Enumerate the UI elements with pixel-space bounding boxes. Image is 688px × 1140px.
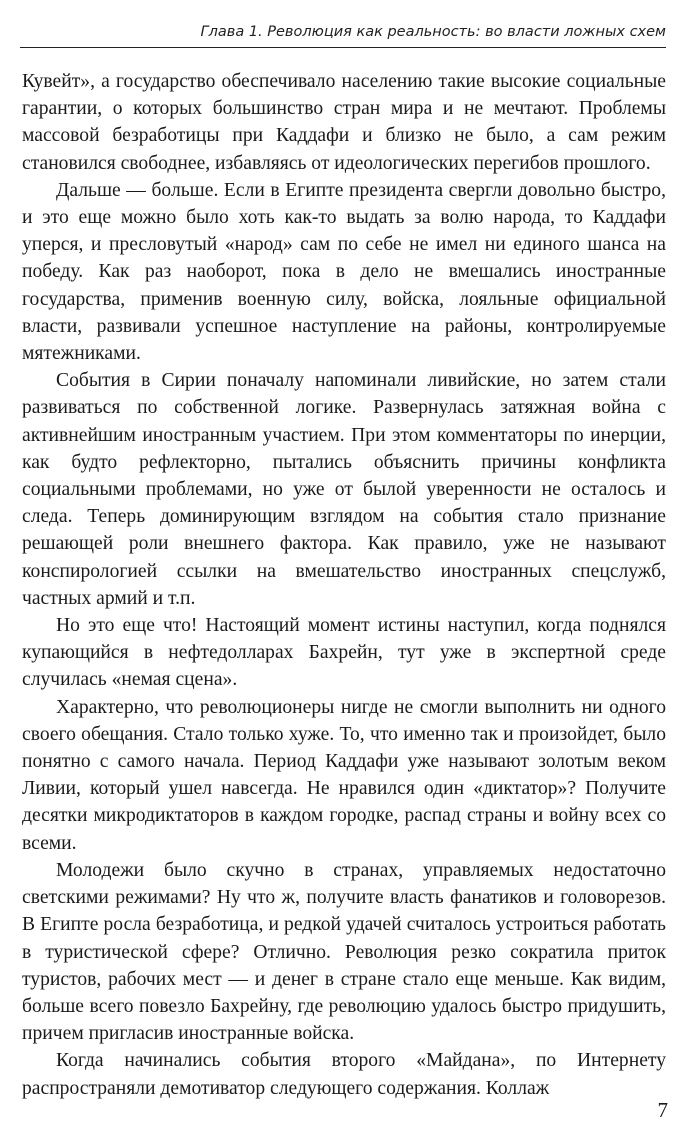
paragraph: Кувейт», а государство обеспечивало населению такие высокие социальные гарантии, о которых большинство стран мира и не мечтают. Проблемы массовой безработицы при Каддафи и близко не было, а сам режим становился свободнее, избавляясь от идеологических перегибов прошлого. xyxy=(22,71,666,174)
paragraph: События в Сирии поначалу напоминали ливийские, но затем стали развиваться по собственной логике. Развернулась затяжная война с активнейшим иностранным участием. При этом комментаторы по инерции, как будто рефлекторно, пытались объяснить причины конфликта социальными проблемами, но уже от былой уверенности не осталось и следа. Теперь доминирующим взглядом на события стало признание решающей роли внешнего фактора. Как правило, уже не называют конспирологией ссылки на вмешательство иностранных спецслужб, частных армий и т.п. xyxy=(22,370,666,609)
paragraph: Молодежи было скучно в странах, управляемых недостаточно светскими режимами? Ну что ж, получите власть фанатиков и головорезов. В Египте росла безработица, и редкой удачей считалось устроиться работать в туристической сфере? Отлично. Революция резко сократила приток туристов, рабочих мест — и денег в стране стало еще меньше. Как видим, больше всего повезло Бахрейну, где революцию удалось быстро придушить, причем пригласив иностранные войска. xyxy=(22,859,666,1045)
page-number: 7 xyxy=(657,1098,668,1122)
paragraph: Когда начинались события второго «Майдана», по Интернету распространяли демотиватор следующего содержания. Коллаж xyxy=(22,1050,666,1099)
paragraph: Характерно, что революционеры нигде не смогли выполнить ни одного своего обещания. Стало только хуже. То, что именно так и произойдет, было понятно с самого начала. Период Каддафи уже называют золотым веком Ливии, который ушел навсегда. Не нравился один «диктатор»? Получите десятки микродиктаторов в каждом городке, распад страны и войну всех со всеми. xyxy=(22,696,666,854)
paragraph: Но это еще что! Настоящий момент истины наступил, когда поднялся купающийся в нефтедолларах Бахрейн, тут уже в экспертной среде случилась «немая сцена». xyxy=(22,615,666,691)
running-header: Глава 1. Революция как реальность: во власти ложных схем xyxy=(20,22,666,48)
paragraph: Дальше — больше. Если в Египте президента свергли довольно быстро, и это еще можно было хоть как-то выдать за волю народа, то Каддафи уперся, и пресловутый «народ» сам по себе не имел ни единого шанса на победу. Как раз наоборот, пока в дело не вмешались иностранные государства, применив военную силу, войска, лояльные официальной власти, развивали успешное наступление на районы, контролируемые мятежниками. xyxy=(22,179,666,365)
body-text xyxy=(22,68,666,1102)
